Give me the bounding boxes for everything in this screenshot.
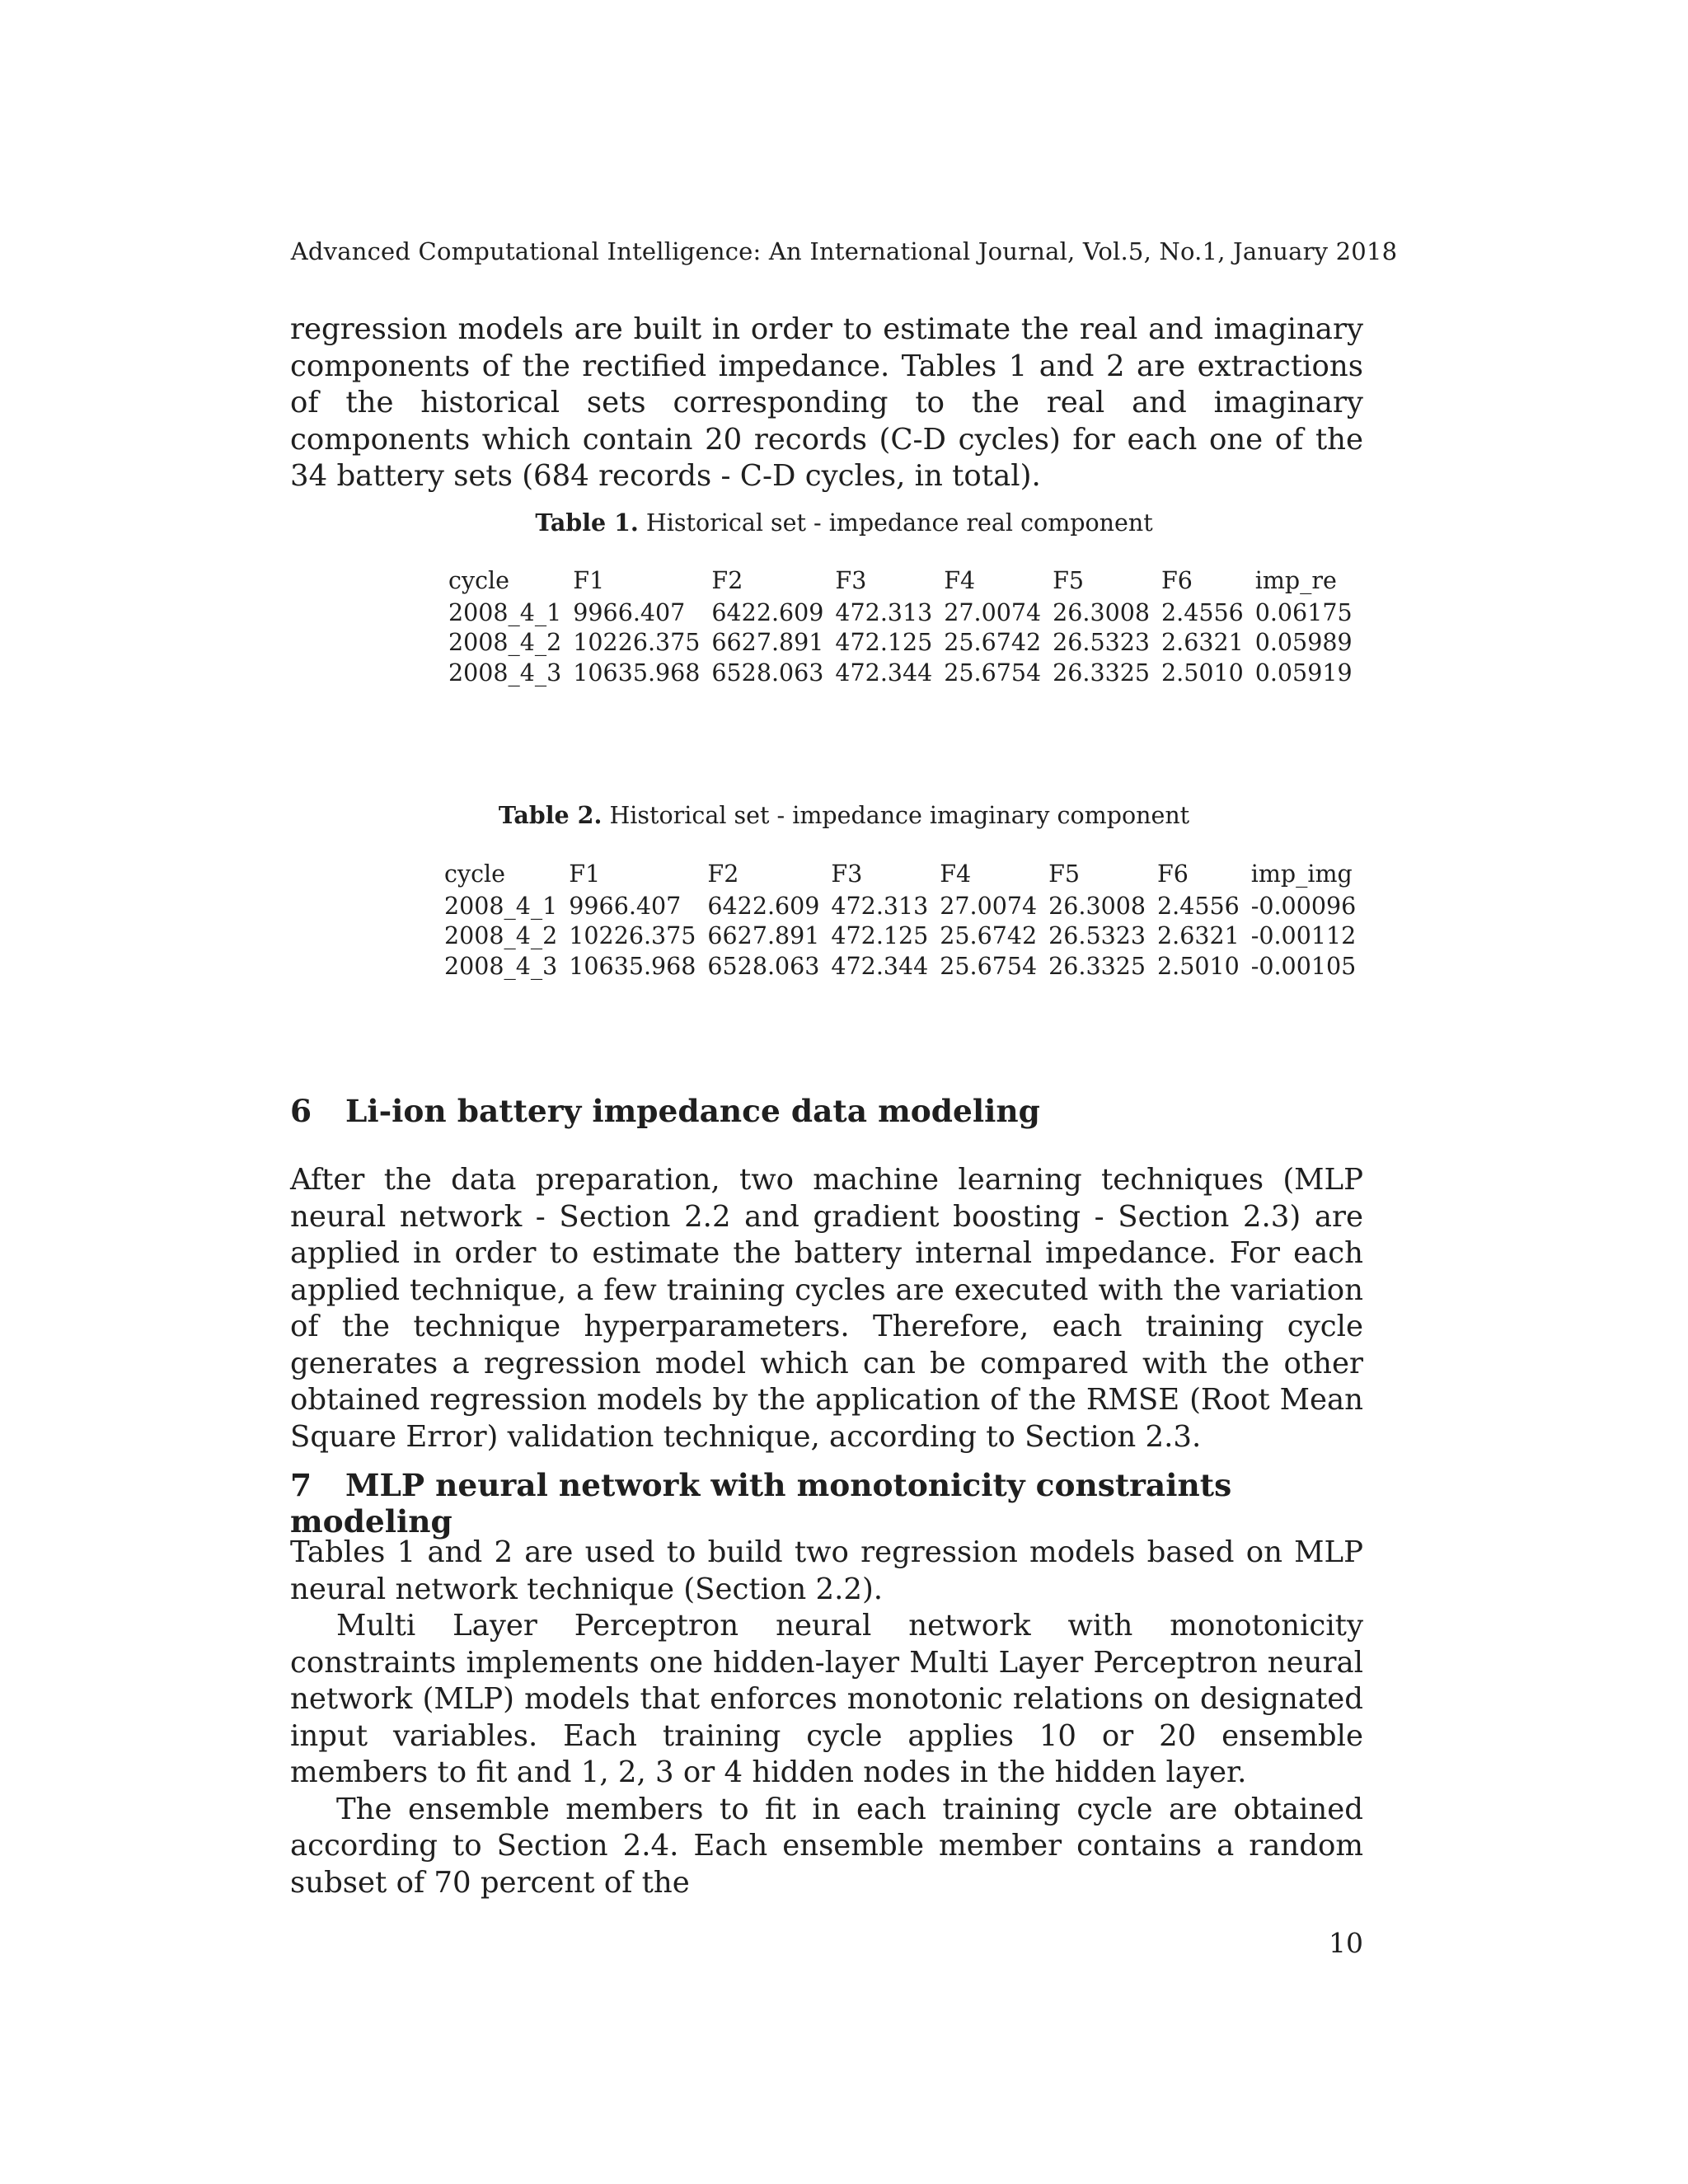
table-cell: 472.125 <box>835 629 933 656</box>
table-header-row <box>444 860 1356 892</box>
section-title: MLP neural network with monotonicity constraints modeling <box>290 1467 1232 1540</box>
table-cell: 10226.375 <box>569 922 696 949</box>
column-header: imp_re <box>1254 567 1337 594</box>
table-cell: 2008_4_3 <box>448 658 562 687</box>
column-header: F3 <box>835 567 867 594</box>
table-cell: 0.06175 <box>1254 598 1353 626</box>
table-cell: 26.3325 <box>1048 952 1146 980</box>
table-cell: 2.5010 <box>1157 952 1240 980</box>
column-header: F1 <box>573 567 605 594</box>
intro-paragraph-block <box>290 312 1363 495</box>
column-header: F4 <box>944 567 976 594</box>
table-cell: 2.5010 <box>1161 658 1244 687</box>
table-cell: 26.5323 <box>1048 922 1146 949</box>
section7-body <box>290 1535 1363 1901</box>
column-header: F5 <box>1053 567 1085 594</box>
table-cell: -0.00105 <box>1250 952 1357 980</box>
table-cell: -0.00096 <box>1250 892 1357 920</box>
table-cell: 2.4556 <box>1157 892 1240 920</box>
table1-caption-text: Historical set - impedance real component <box>645 509 1153 537</box>
table-cell: 472.344 <box>835 658 933 687</box>
table2-caption-text: Historical set - impedance imaginary component <box>609 802 1190 829</box>
table-header-row <box>448 566 1353 598</box>
table-cell: 25.6754 <box>940 952 1038 980</box>
running-head: Advanced Computational Intelligence: An International Journal, Vol.5, No.1, January 2018 <box>290 237 1398 265</box>
column-header: F4 <box>940 860 972 888</box>
section6-heading <box>290 1093 1363 1129</box>
table-row <box>448 628 1353 658</box>
table-cell: 10226.375 <box>573 629 701 656</box>
table-cell: 26.5323 <box>1053 629 1150 656</box>
table-cell: 6422.609 <box>711 598 824 626</box>
column-header: cycle <box>444 860 506 888</box>
section7-paragraph: Multi Layer Perceptron neural network with monotonicity constraints implements one hidden-layer Multi Layer Perceptron neural network (MLP) models that enforces monotonic relations on designated input variables. Each training cycle applies 10 or 20 ensemble members to fit and 1, 2, 3 or 4 hidden nodes in the hidden layer. <box>290 1609 1363 1789</box>
table-row <box>448 598 1353 629</box>
table-cell: 0.05989 <box>1254 629 1353 656</box>
table-cell: 472.344 <box>831 952 929 980</box>
column-header: imp_img <box>1250 860 1353 888</box>
table2-caption <box>0 801 1688 829</box>
table-cell: 2008_4_2 <box>448 629 562 656</box>
table-cell: 2008_4_1 <box>448 598 562 626</box>
table-cell: 25.6742 <box>944 629 1042 656</box>
table-row <box>448 658 1353 689</box>
table-cell: 26.3325 <box>1053 658 1150 687</box>
table1 <box>448 566 1353 688</box>
page-number: 10 <box>1329 1927 1363 1959</box>
intro-paragraph: regression models are built in order to estimate the real and imaginary components of the rectified impedance. Tables 1 and 2 are extractions of the historical sets corresponding to the real and imaginary components which contain 20 records (C-D cycles) for each one of the 34 battery sets (684 records - C-D cycles, in total). <box>290 312 1363 493</box>
table-cell: 472.125 <box>831 922 929 949</box>
table-cell: 10635.968 <box>573 658 701 687</box>
table-cell: 2.6321 <box>1161 629 1244 656</box>
section7-paragraph: Tables 1 and 2 are used to build two regression models based on MLP neural network technique (Section 2.2). <box>290 1535 1363 1606</box>
table-cell: 26.3008 <box>1048 892 1146 920</box>
table-cell: -0.00112 <box>1250 922 1357 949</box>
section6-paragraph: After the data preparation, two machine learning techniques (MLP neural network - Section 2.2 and gradient boosting - Section 2.3) are applied in order to estimate the battery internal impedance. For each applied technique, a few training cycles are executed with the variation of the technique hyperparameters. Therefore, each training cycle generates a regression model which can be compared with the other obtained regression models by the application of the RMSE (Root Mean Square Error) validation technique, according to Section 2.3. <box>290 1163 1363 1454</box>
column-header: F6 <box>1161 567 1193 594</box>
table-cell: 2008_4_1 <box>444 892 558 920</box>
section-number: 7 <box>290 1467 312 1503</box>
section-number: 6 <box>290 1093 312 1129</box>
table-cell: 26.3008 <box>1053 598 1150 626</box>
table-cell: 6528.063 <box>707 952 820 980</box>
section7-heading <box>290 1467 1363 1540</box>
table-cell: 472.313 <box>831 892 929 920</box>
column-header: F2 <box>707 860 739 888</box>
table-row <box>444 921 1356 952</box>
table-cell: 2008_4_2 <box>444 922 558 949</box>
column-header: cycle <box>448 567 510 594</box>
column-header: F1 <box>569 860 601 888</box>
table-cell: 9966.407 <box>573 598 686 626</box>
column-header: F3 <box>831 860 863 888</box>
table-row <box>444 892 1356 922</box>
section6-body <box>290 1162 1363 1455</box>
table2-caption-label: Table 2. <box>498 801 603 829</box>
table-cell: 6627.891 <box>707 922 820 949</box>
table2 <box>444 860 1356 982</box>
column-header: F5 <box>1048 860 1081 888</box>
table-cell: 6422.609 <box>707 892 820 920</box>
table-cell: 27.0074 <box>944 598 1042 626</box>
table-cell: 6528.063 <box>711 658 824 687</box>
table-cell: 25.6742 <box>940 922 1038 949</box>
column-header: F6 <box>1157 860 1189 888</box>
section-title: Li-ion battery impedance data modeling <box>345 1093 1040 1129</box>
table-cell: 6627.891 <box>711 629 824 656</box>
table-cell: 9966.407 <box>569 892 682 920</box>
table-row <box>444 952 1356 982</box>
table-cell: 2008_4_3 <box>444 952 558 980</box>
table-cell: 27.0074 <box>940 892 1038 920</box>
table-cell: 2.6321 <box>1157 922 1240 949</box>
section7-paragraph: The ensemble members to fit in each training cycle are obtained according to Section 2.4. Each ensemble member contains a random subset of 70 percent of the <box>290 1792 1363 1900</box>
table1-caption-label: Table 1. <box>535 509 639 537</box>
table-cell: 2.4556 <box>1161 598 1244 626</box>
table-cell: 472.313 <box>835 598 933 626</box>
table-cell: 0.05919 <box>1254 658 1353 687</box>
table1-caption <box>0 509 1688 537</box>
column-header: F2 <box>711 567 743 594</box>
table-cell: 25.6754 <box>944 658 1042 687</box>
table-cell: 10635.968 <box>569 952 696 980</box>
